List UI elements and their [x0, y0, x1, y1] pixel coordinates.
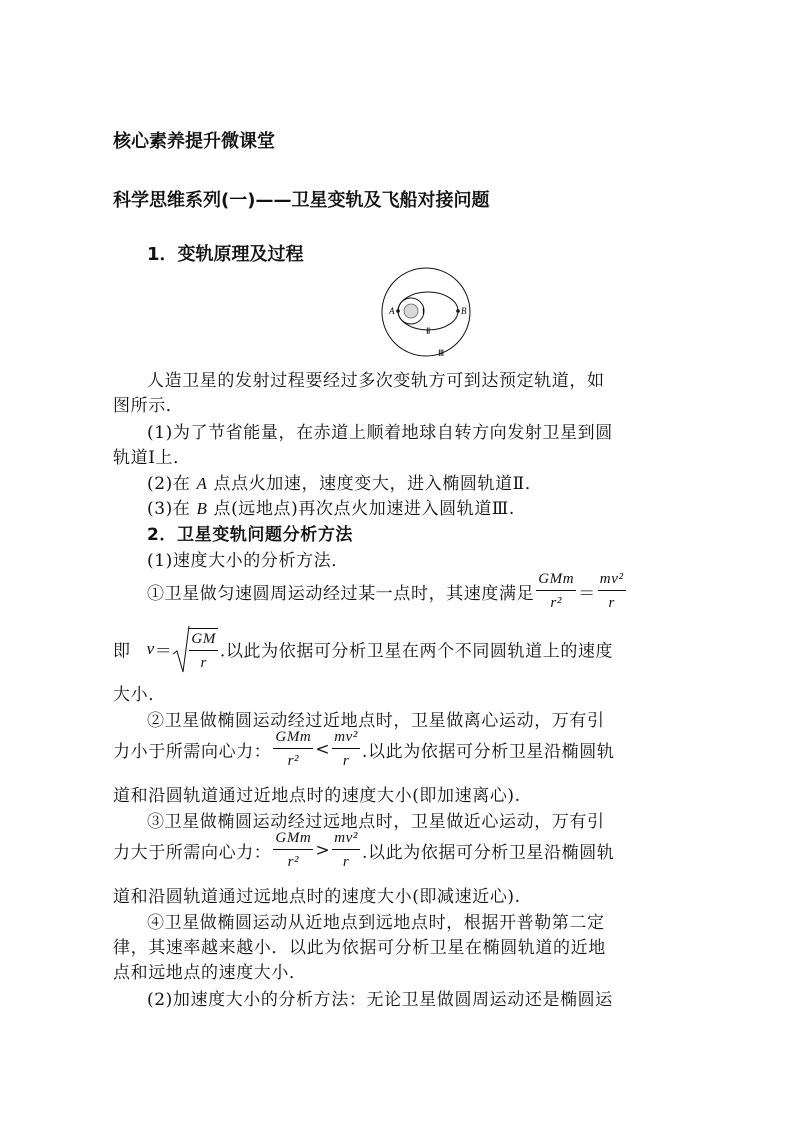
point-3-line-3: 道和沿圆轨道通过远地点时的速度大小(即减速近心).	[113, 887, 521, 907]
point-1-line-3: 大小．	[113, 685, 166, 705]
item-3: (3)在 B 点(远地点)再次点火加速进入圆轨道Ⅲ.	[147, 499, 515, 519]
point-3-line-1: ③卫星做椭圆运动经过远地点时，卫星做近心运动，万有引	[147, 812, 605, 832]
heading-1-text: 1．变轨原理及过程	[147, 244, 304, 265]
point-3-line-2: 力大于所需向心力： $\frac{\text{GMm}}{\text{r²}}$ > $\frac{\text{mv²}}{r}$ .以此为依据可分析卫星沿椭圆轨	[113, 830, 615, 870]
point-2-line-1: ②卫星做椭圆运动经过近地点时，卫星做离心运动，万有引	[147, 711, 605, 731]
section-title: 核心素养提升微课堂	[113, 131, 275, 152]
heading-2: 2．卫星变轨问题分析方法	[147, 525, 354, 545]
point-b-marker	[456, 309, 460, 313]
series-title: 科学思维系列(一)——卫星变轨及飞船对接问题	[113, 190, 490, 211]
label-orbit-2: Ⅱ	[426, 326, 431, 336]
point-a-marker	[396, 309, 400, 313]
point-2-line-3: 道和沿圆轨道通过近地点时的速度大小(即加速离心).	[113, 786, 521, 806]
fraction-mv2-r: $\frac{\text{mv²}}{r}$	[599, 571, 624, 611]
point-1-line-1: ①卫星做匀速圆周运动经过某一点时，其速度满足 $\frac{\text{GMm}}{\text{r²}}$ ＝ $\frac{\text{mv²}}{r}$	[147, 571, 624, 611]
label-orbit-3: Ⅲ	[438, 348, 445, 358]
intro-line-1: 人造卫星的发射过程要经过多次变轨方可到达预定轨道，如	[147, 371, 605, 391]
intro-line-2: 图所示．	[113, 396, 184, 416]
sub-2: (2)加速度大小的分析方法：无论卫星做圆周运动还是椭圆运	[147, 990, 613, 1010]
point-2-line-2: 力小于所需向心力： $\frac{\text{GMm}}{\text{r²}}$ < $\frac{\text{mv²}}{r}$ .以此为依据可分析卫星沿椭圆轨	[113, 729, 615, 769]
label-a: A	[389, 306, 395, 316]
sub-1: (1)速度大小的分析方法．	[147, 551, 349, 571]
label-orbit-1: Ⅰ	[422, 306, 425, 316]
item-1-line-1: (1)为了节省能量，在赤道上顺着地球自转方向发射卫星到圆	[147, 423, 613, 443]
earth-icon	[404, 304, 418, 318]
point-4-line-3: 点和远地点的速度大小．	[113, 963, 307, 983]
point-4-line-1: ④卫星做椭圆运动从近地点到远地点时，根据开普勒第二定	[147, 913, 605, 933]
orbit-diagram	[368, 266, 484, 366]
fraction-gmm-r2: $\frac{\text{GMm}}{\text{r²}}$	[538, 571, 575, 611]
point-1-line-2: 即 v＝ $\frac{GM}{r}$ .以此为依据可分析卫星在两个不同圆轨道上的速度	[113, 624, 683, 676]
sqrt-gm-r: $\frac{GM}{r}$	[172, 624, 220, 674]
item-2: (2)在 A 点点火加速，速度变大，进入椭圆轨道Ⅱ．	[147, 474, 543, 494]
item-1-line-2: 轨道Ⅰ上．	[113, 448, 191, 468]
heading-1	[147, 240, 304, 266]
label-b: B	[461, 306, 467, 316]
point-4-line-2: 律，其速率越来越小．以此为依据可分析卫星在椭圆轨道的近地	[113, 938, 606, 958]
